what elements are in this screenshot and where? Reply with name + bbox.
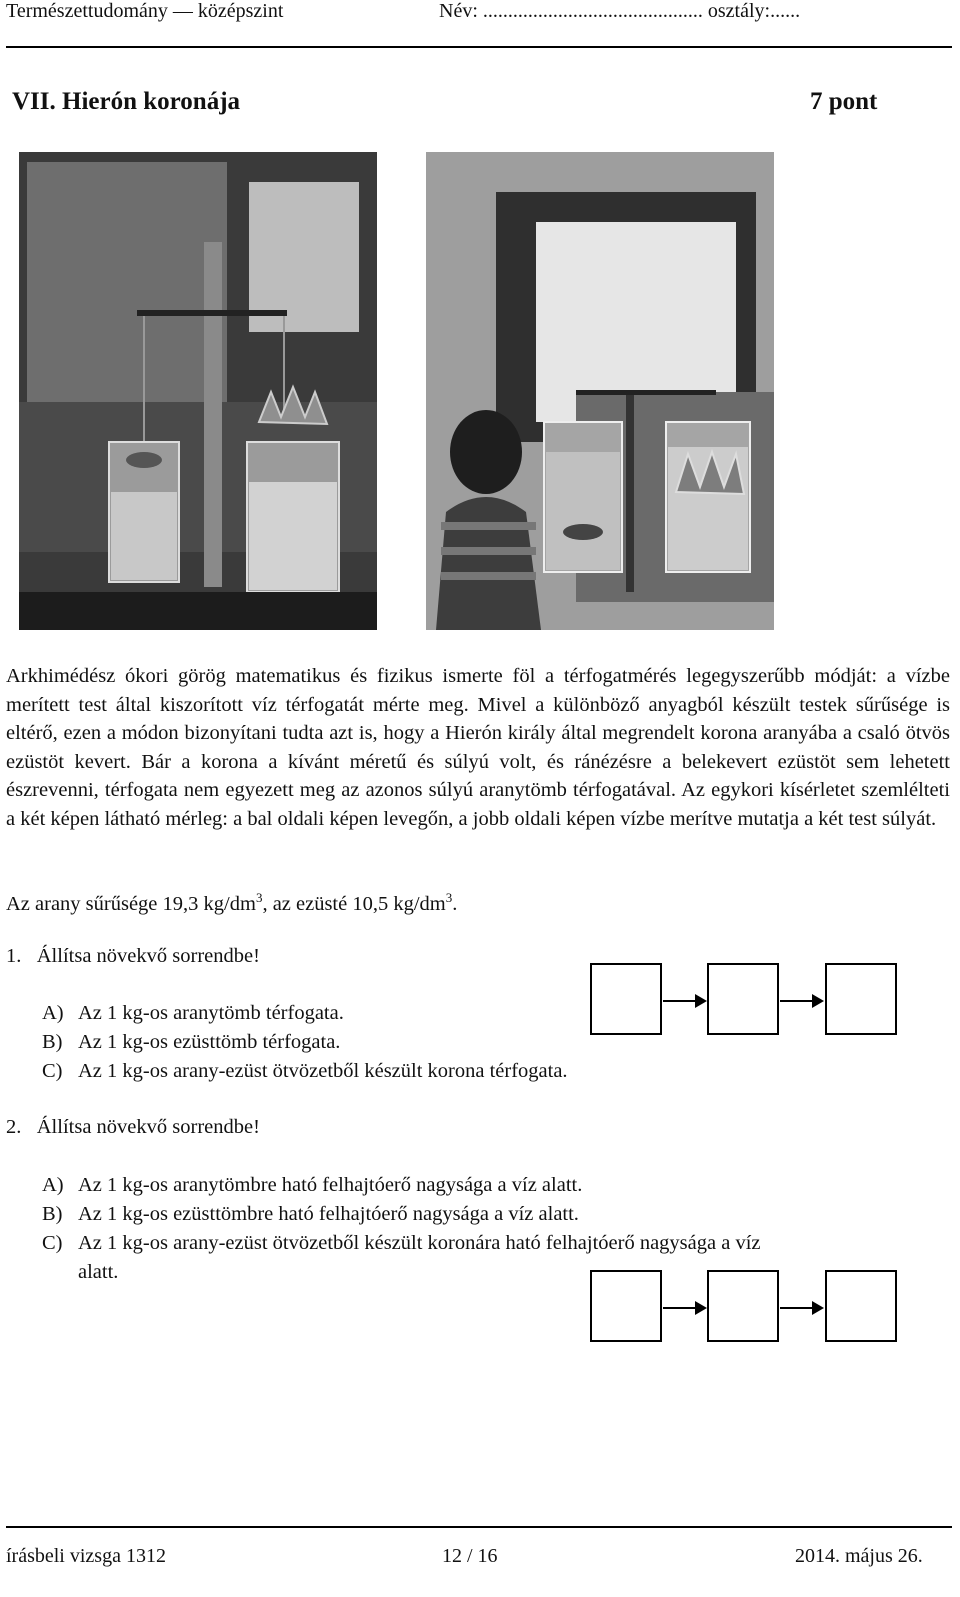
answer-2-box-2[interactable] — [707, 1270, 779, 1342]
option-text: Az 1 kg-os ezüsttömbre ható felhajtóerő nagysága a víz alatt. — [78, 1203, 579, 1225]
density-end: . — [452, 893, 458, 915]
density-exponent: 3 — [255, 890, 263, 906]
option-text: Az 1 kg-os ezüsttömb térfogata. — [78, 1031, 341, 1053]
answer-1-box-3[interactable] — [825, 963, 897, 1035]
question-1-option-a — [42, 1002, 344, 1025]
question-2-option-c-cont: alatt. — [78, 1261, 119, 1283]
answer-2-box-1[interactable] — [590, 1270, 662, 1342]
answer-1-arrow-1 — [663, 1000, 705, 1002]
question-2-prompt — [6, 1116, 260, 1139]
section-title: VII. Hierón koronája — [12, 88, 241, 115]
answer-2-arrow-1 — [663, 1307, 705, 1309]
footer-exam-code: írásbeli vizsga 1312 — [6, 1545, 166, 1567]
footer-page-number: 12 / 16 — [442, 1545, 498, 1567]
section-points: 7 pont — [810, 88, 878, 115]
intro-paragraph: Arkhimédész ókori görög matematikus és fizikus ismerte föl a térfogatmérés legegyszerűbb módját: a vízbe merített test által kiszorított víz térfogatát mérte meg. Mivel a különböző anyagból készült testek sűrűsége is eltérő, ezen a módon bizonyítani tudta azt is, hogy a Hierón király által megrendelt korona aranyába a csaló ötvös ezüstöt kevert. Bár a korona a kívánt méretű és súlyú volt, és ránézésre a belekevert ezüstöt sem lehetett észrevenni, térfogata nem egyezett meg az azonos súlyú aranytömb térfogatával. Az egykori kísérletet szemlélteti a két képen látható mérleg: a bal oldali képen levegőn, a jobb oldali képen vízbe merítve mutatja a két test súlyát. — [6, 665, 950, 830]
photo-right-drawing — [426, 152, 774, 630]
photo-balance-in-air — [19, 152, 377, 630]
density-gold: Az arany sűrűsége 19,3 kg/dm — [6, 893, 256, 915]
option-letter: A) — [42, 1174, 64, 1196]
footer-rule — [6, 1526, 952, 1528]
photo-balance-in-water — [426, 152, 774, 630]
answer-2-arrow-2 — [780, 1307, 822, 1309]
answer-1-arrow-2 — [780, 1000, 822, 1002]
header-rule — [6, 46, 952, 48]
question-2-text: Állítsa növekvő sorrendbe! — [36, 1116, 260, 1138]
question-2-number: 2. — [6, 1116, 22, 1138]
photo-left-drawing — [19, 152, 377, 630]
header-subject: Természettudomány — középszint — [6, 0, 284, 22]
answer-1-box-2[interactable] — [707, 963, 779, 1035]
option-letter: B) — [42, 1203, 63, 1225]
option-text: Az 1 kg-os aranytömb térfogata. — [78, 1002, 344, 1024]
density-exponent-2: 3 — [445, 890, 453, 906]
option-text: Az 1 kg-os aranytömbre ható felhajtóerő nagysága a víz alatt. — [78, 1174, 583, 1196]
answer-1-box-1[interactable] — [590, 963, 662, 1035]
question-2-option-a — [42, 1174, 582, 1197]
density-line — [6, 890, 950, 919]
option-text: Az 1 kg-os arany-ezüst ötvözetből készült korona térfogata. — [78, 1060, 568, 1082]
footer-date: 2014. május 26. — [795, 1545, 923, 1567]
density-silver: , az ezüsté 10,5 kg/dm — [262, 893, 446, 915]
question-1-text: Állítsa növekvő sorrendbe! — [36, 945, 260, 967]
question-2-option-c — [42, 1232, 761, 1255]
option-letter: C) — [42, 1232, 63, 1254]
question-1-number: 1. — [6, 945, 22, 967]
question-1-option-b — [42, 1031, 340, 1054]
option-letter: A) — [42, 1002, 64, 1024]
option-letter: B) — [42, 1031, 63, 1053]
option-letter: C) — [42, 1060, 63, 1082]
option-text: Az 1 kg-os arany-ezüst ötvözetből készült koronára ható felhajtóerő nagysága a víz — [78, 1232, 761, 1254]
question-2-option-b — [42, 1203, 579, 1226]
question-1-prompt — [6, 945, 260, 968]
question-1-option-c — [42, 1060, 568, 1083]
header-name-field: Név: ............................................ osztály:...... — [439, 0, 801, 22]
answer-2-box-3[interactable] — [825, 1270, 897, 1342]
